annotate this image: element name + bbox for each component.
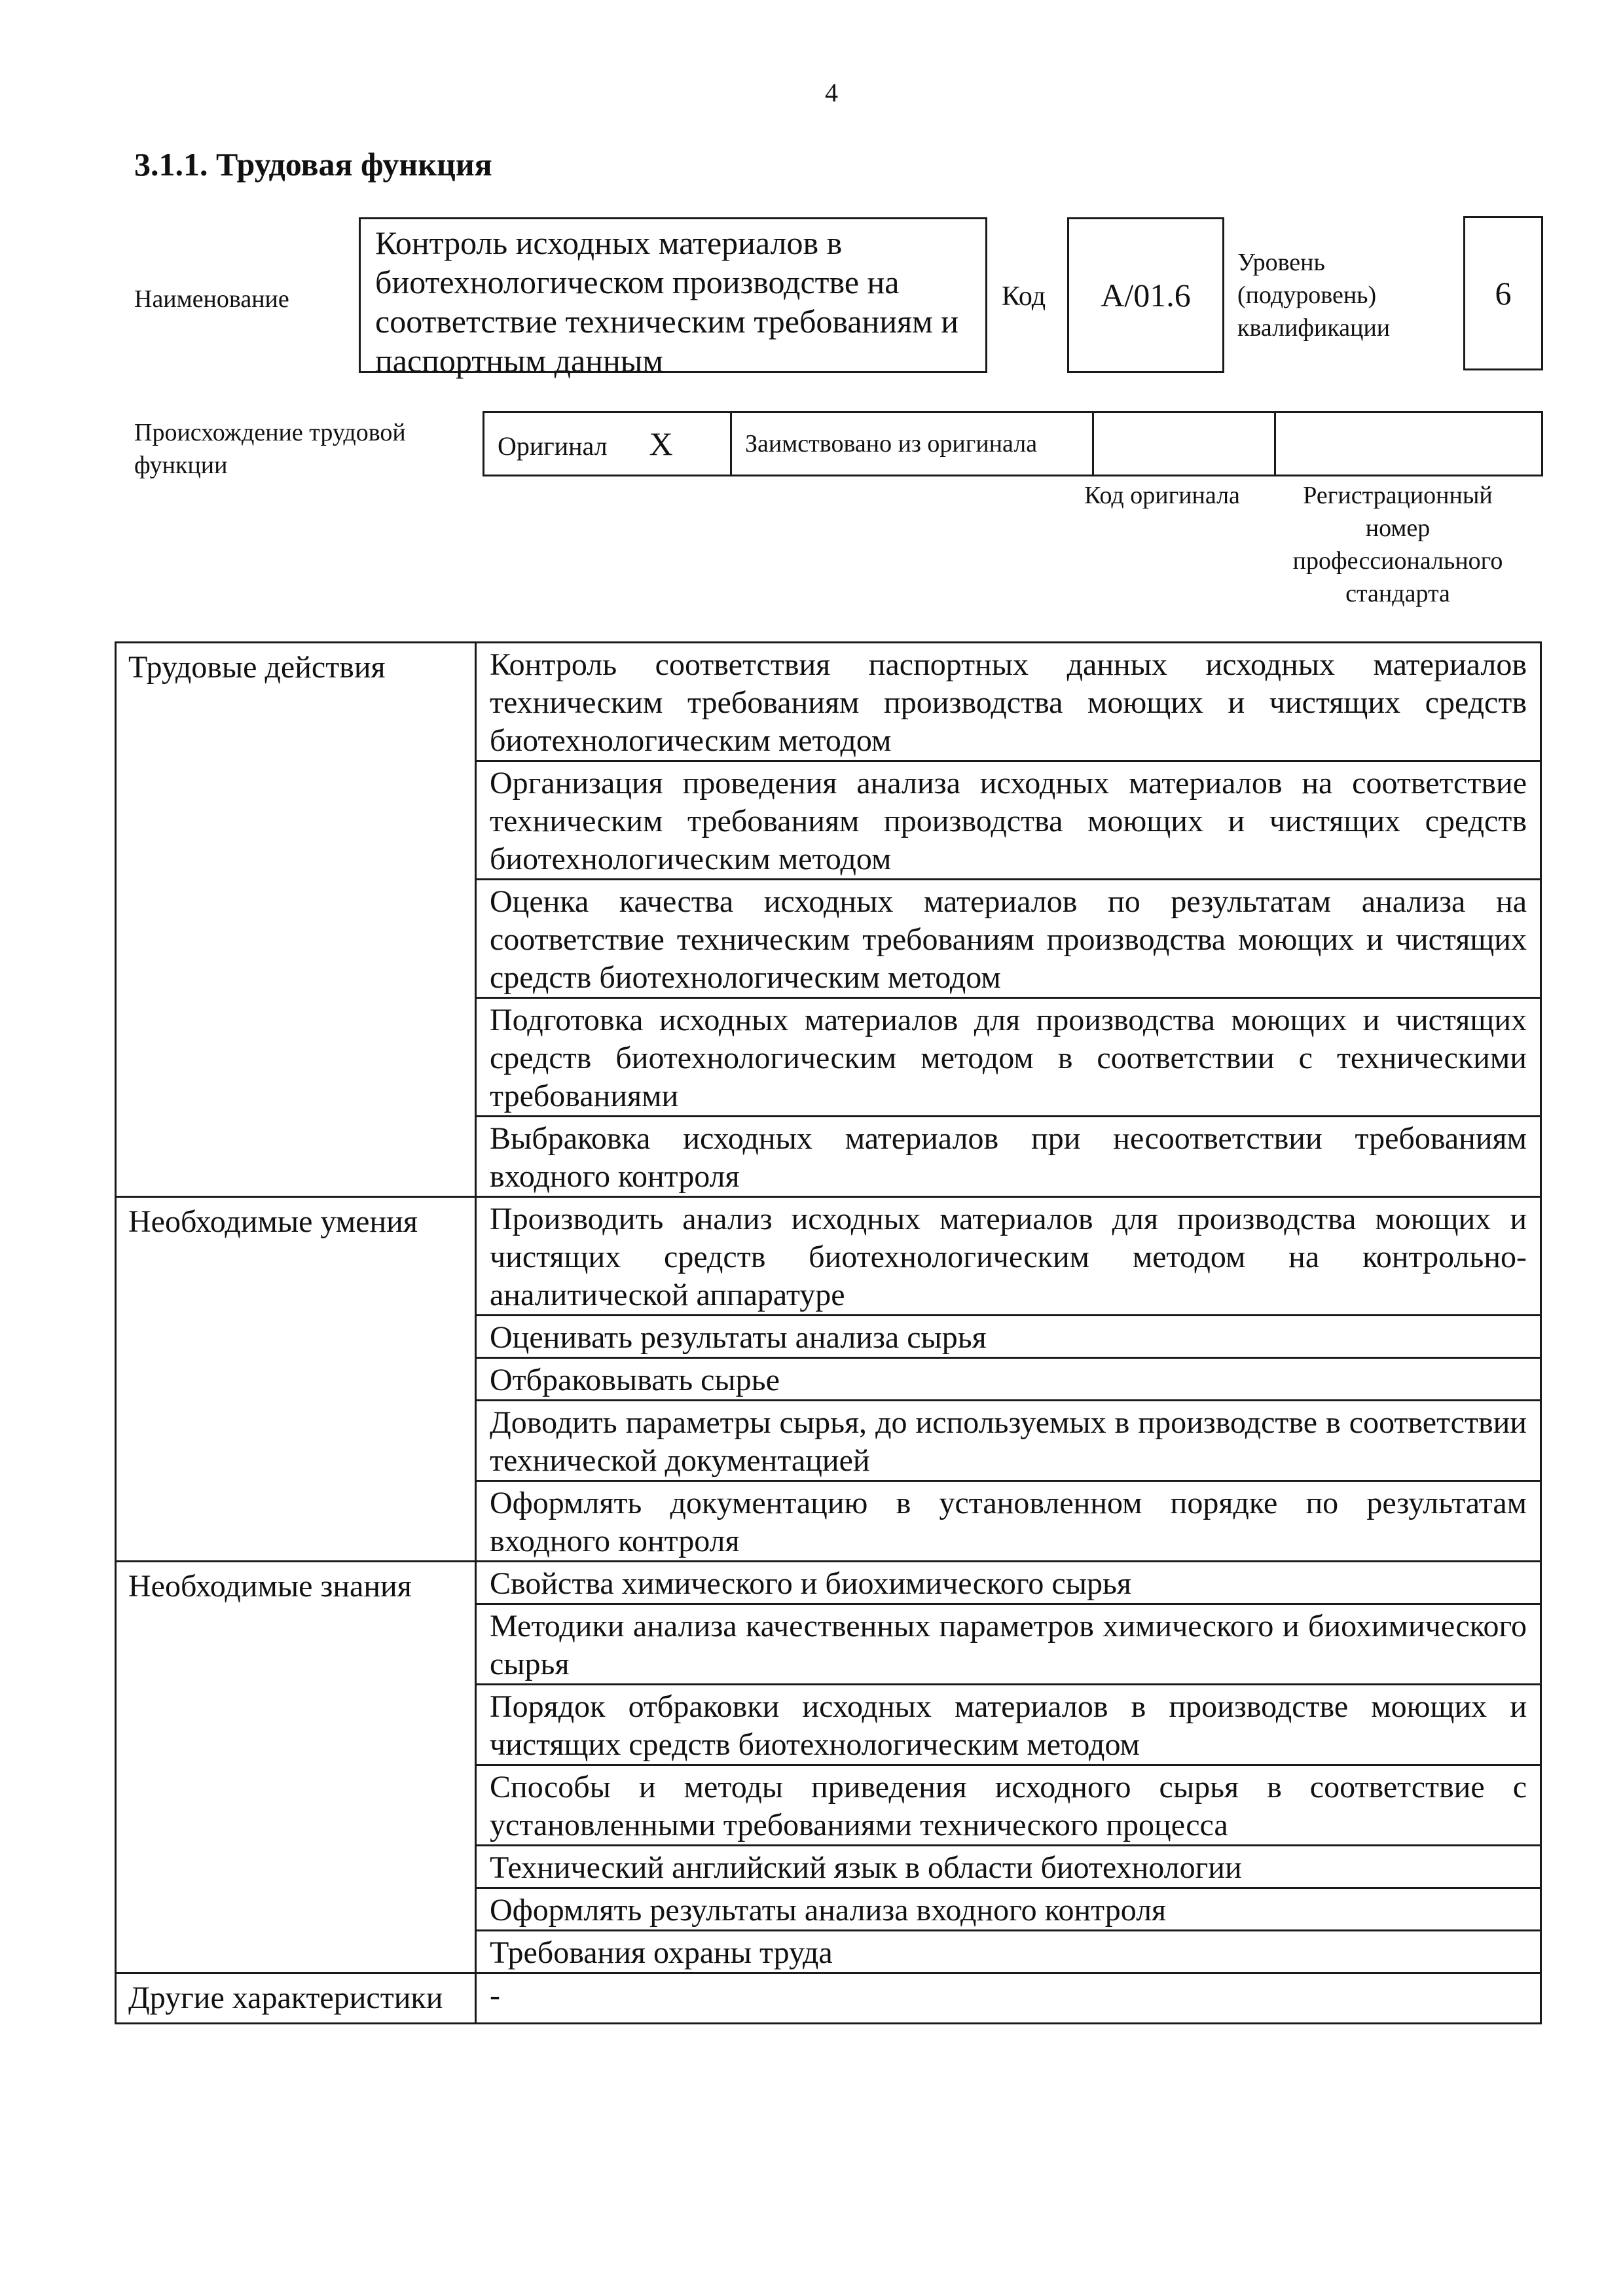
table-row [116, 1197, 1541, 1316]
table-cell: Технический английский язык в области биотехнологии [476, 1846, 1541, 1888]
table-cell: Требования охраны труда [476, 1931, 1541, 1973]
table-cell: Оформлять документацию в установленном порядке по результатам входного контроля [476, 1481, 1541, 1562]
origin-table [483, 411, 1543, 476]
section-header-other: Другие характеристики [116, 1973, 476, 2024]
origin-borrowed-label: Заимствовано из оригинала [731, 412, 1093, 476]
table-cell: Организация проведения анализа исходных материалов на соответствие техническим требованиям производства моющих и чистящих средств биотехнологическим методом [476, 761, 1541, 880]
table-cell: Свойства химического и биохимического сырья [476, 1562, 1541, 1604]
table-row [116, 1973, 1541, 2024]
table-cell: Оформлять результаты анализа входного контроля [476, 1888, 1541, 1931]
section-header-skills: Необходимые умения [116, 1197, 476, 1562]
origin-code-cell [1093, 412, 1275, 476]
qualification-level-label: Уровень (подуровень) квалификации [1237, 249, 1391, 342]
section-header-labor-actions: Трудовые действия [116, 643, 476, 1197]
reg-number-label: Регистрационный номер профессионального стандарта [1292, 482, 1503, 607]
table-cell: Доводить параметры сырья, до используемых в производстве в соответствии технической документацией [476, 1401, 1541, 1481]
table-cell: Контроль соответствия паспортных данных исходных материалов техническим требованиям производства моющих и чистящих средств биотехнологическим методом [476, 643, 1541, 761]
section-title: 3.1.1. Трудовая функция [134, 146, 492, 183]
table-cell: Выбраковка исходных материалов при несоответствии требованиям входного контроля [476, 1117, 1541, 1197]
table-cell: Производить анализ исходных материалов для производства моющих и чистящих средств биотехнологическим методом на контрольно-аналитической аппаратуре [476, 1197, 1541, 1316]
page-number: 4 [825, 78, 838, 107]
code-label: Код [1002, 281, 1046, 312]
origin-label: Происхождение трудовой функции [134, 419, 406, 479]
table-cell: Порядок отбраковки исходных материалов в производстве моющих и чистящих средств биотехнологическим методом [476, 1685, 1541, 1765]
name-label: Наименование [134, 285, 289, 313]
origin-original-label: Оригинал [498, 431, 608, 461]
code-original-label: Код оригинала [1084, 482, 1240, 509]
table-row [116, 643, 1541, 761]
section-header-knowledge: Необходимые знания [116, 1562, 476, 1973]
table-cell: Оценивать результаты анализа сырья [476, 1316, 1541, 1358]
function-details-table [115, 641, 1542, 2024]
origin-original-mark: X [649, 425, 673, 462]
table-cell: Подготовка исходных материалов для производства моющих и чистящих средств биотехнологическим методом в соответствии с техническими требованиями [476, 998, 1541, 1117]
table-cell: Методики анализа качественных параметров химического и биохимического сырья [476, 1604, 1541, 1685]
origin-reg-number-cell [1275, 412, 1542, 476]
qualification-level: 6 [1463, 216, 1543, 370]
table-cell: Оценка качества исходных материалов по результатам анализа на соответствие техническим требованиям производства моющих и чистящих средств биотехнологическим методом [476, 880, 1541, 998]
table-cell: - [476, 1973, 1541, 2024]
function-name: Контроль исходных материалов в биотехнологическом производстве на соответствие техническим требованиям и паспортным данным [359, 217, 987, 373]
table-cell: Способы и методы приведения исходного сырья в соответствие с установленными требованиями технического процесса [476, 1765, 1541, 1846]
table-cell: Отбраковывать сырье [476, 1358, 1541, 1401]
table-row [116, 1562, 1541, 1604]
function-code: А/01.6 [1067, 217, 1224, 373]
origin-original-cell [484, 412, 731, 476]
